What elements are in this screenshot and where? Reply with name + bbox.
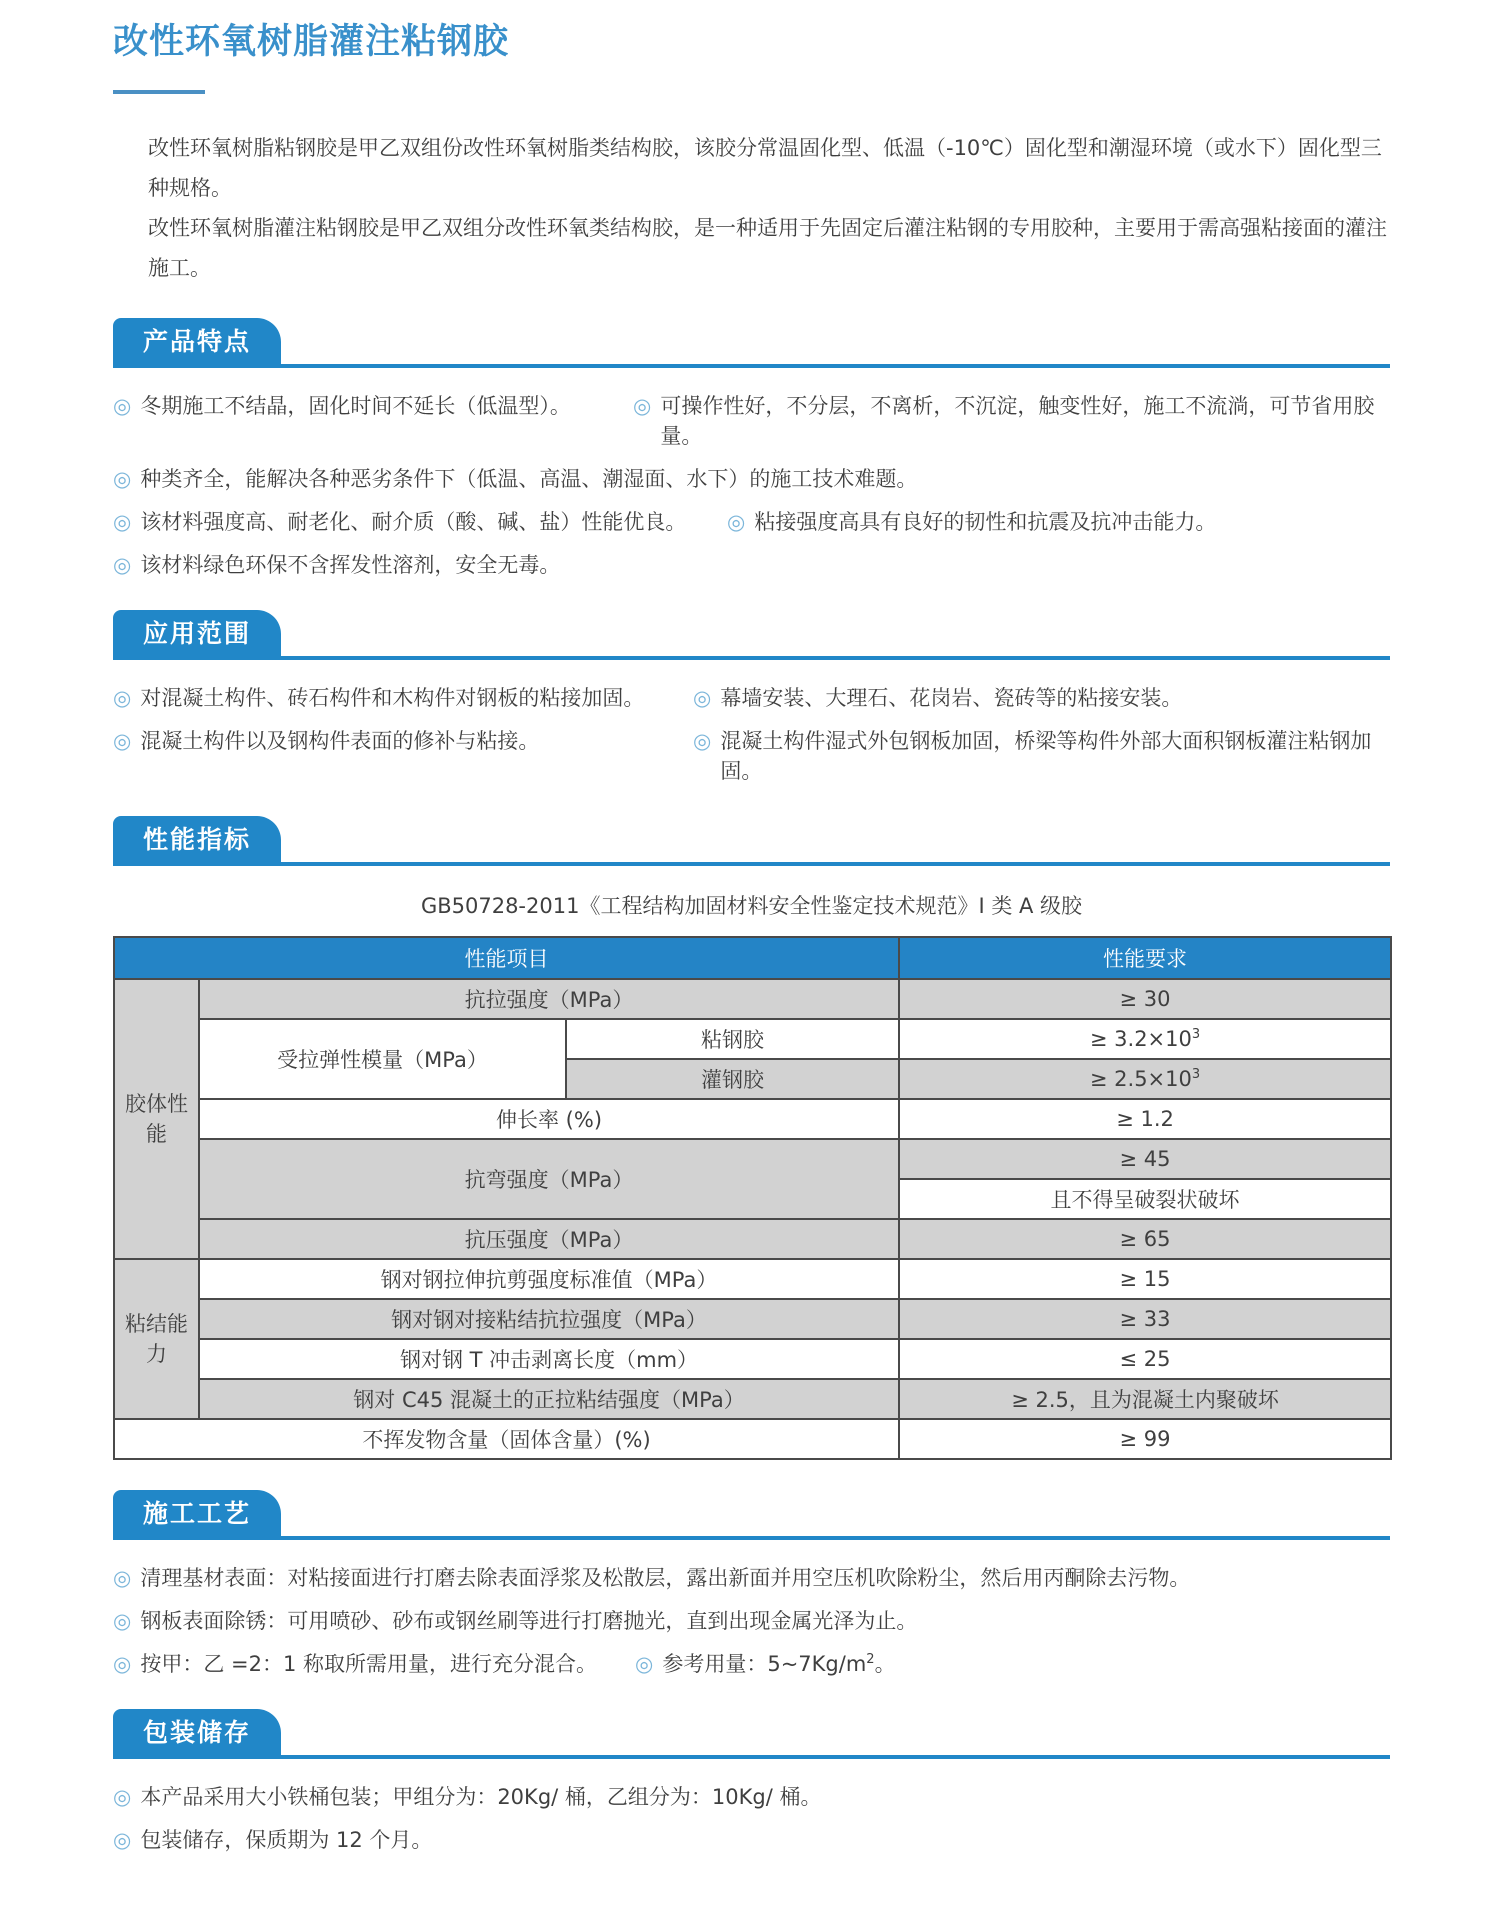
features-list [113,368,1390,580]
table-row [114,1019,1391,1059]
performance-table [113,936,1392,1460]
requirement-cell: ≥ 1.2 [899,1099,1391,1139]
packaging-list [113,1759,1390,1855]
requirement-cell: ≥ 2.5，且为混凝土内聚破坏 [899,1379,1391,1419]
double-circle-bullet-icon: ◎ [113,729,132,753]
column-header-requirement: 性能要求 [899,937,1391,979]
table-row [114,1419,1391,1459]
requirement-cell: ≥ $2.5\times 10^3$ [899,1059,1391,1099]
property-cell: 钢对钢 T 冲击剥离长度（mm） [199,1339,899,1379]
table-row [114,1379,1391,1419]
double-circle-bullet-icon: ◎ [113,1609,132,1633]
property-cell: 受拉弹性模量（MPa） [199,1019,566,1099]
requirement-cell: ≥ 33 [899,1299,1391,1339]
table-row [114,1339,1391,1379]
list-item [113,1606,1390,1636]
property-cell: 抗拉强度（MPa） [199,979,899,1019]
section-header [113,318,1390,364]
list-item [113,464,1390,494]
section-packaging [113,1709,1390,1855]
title-underline [113,90,205,94]
list-item [113,1649,1390,1679]
section-tab-performance: 性能指标 [113,816,281,862]
section-tab-applications: 应用范围 [113,610,281,656]
double-circle-bullet-icon: ◎ [113,510,132,534]
construction-text: 参考用量：$5\sim 7Kg/m^2$。 [662,1652,896,1676]
requirement-cell: ≥ 99 [899,1419,1391,1459]
double-circle-bullet-icon: ◎ [113,1566,132,1590]
feature-text: 冬期施工不结晶，固化时间不延长（低温型）。 [140,394,571,418]
table-row [114,1299,1391,1339]
double-circle-bullet-icon: ◎ [113,553,132,577]
double-circle-bullet-icon: ◎ [113,394,132,418]
list-item [113,1563,1390,1593]
section-header [113,1709,1390,1755]
double-circle-bullet-icon: ◎ [113,467,132,491]
feature-text: 该材料绿色环保不含挥发性溶剂，安全无毒。 [140,553,561,577]
row-group-label: 粘结能力 [114,1259,199,1419]
section-features [113,318,1390,580]
applications-list [113,660,1390,786]
construction-text: 清理基材表面：对粘接面进行打磨去除表面浮浆及松散层，露出新面并用空压机吹除粉尘，然后用丙酮除去污物。 [140,1566,1191,1590]
property-subcell: 粘钢胶 [566,1019,899,1059]
section-header [113,816,1390,862]
property-cell: 抗压强度（MPa） [199,1219,899,1259]
requirement-cell: ≥ 45 [899,1139,1391,1179]
row-group-label: 胶体性能 [114,979,199,1259]
packaging-text: 包装储存，保质期为 12 个月。 [140,1828,433,1852]
requirement-cell: ≥ 30 [899,979,1391,1019]
application-text: 混凝土构件以及钢构件表面的修补与粘接。 [140,729,540,753]
application-text: 幕墙安装、大理石、花岗岩、瓷砖等的粘接安装。 [720,686,1183,710]
requirement-cell: ≤ 25 [899,1339,1391,1379]
table-row [114,979,1391,1019]
requirement-cell: 且不得呈破裂状破坏 [899,1179,1391,1219]
intro-paragraphs [113,128,1390,288]
section-tab-features: 产品特点 [113,318,281,364]
section-performance [113,816,1390,1460]
property-cell: 伸长率 (%) [199,1099,899,1139]
page-title: 改性环氧树脂灌注粘钢胶 [113,22,510,62]
list-item [113,550,1390,580]
performance-table-caption: GB50728-2011《工程结构加固材料安全性鉴定技术规范》I 类 A 级胶 [420,894,1083,918]
section-header [113,610,1390,656]
list-item [113,391,1390,451]
table-row [114,1099,1391,1139]
double-circle-bullet-icon: ◎ [635,1652,654,1676]
property-cell: 不挥发物含量（固体含量）(%) [114,1419,899,1459]
feature-text: 可操作性好，不分层，不离析，不沉淀，触变性好，施工不流淌，可节省用胶量。 [660,394,1375,448]
property-cell: 钢对 C45 混凝土的正拉粘结强度（MPa） [199,1379,899,1419]
double-circle-bullet-icon: ◎ [727,510,746,534]
construction-text: 按甲：乙 =2：1 称取所需用量，进行充分混合。 [140,1652,597,1676]
requirement-cell: ≥ $3.2\times 10^3$ [899,1019,1391,1059]
feature-text: 种类齐全，能解决各种恶劣条件下（低温、高温、潮湿面、水下）的施工技术难题。 [140,467,918,491]
property-cell: 钢对钢拉伸抗剪强度标准值（MPa） [199,1259,899,1299]
list-item [113,1782,1390,1812]
double-circle-bullet-icon: ◎ [693,686,712,710]
double-circle-bullet-icon: ◎ [113,1785,132,1809]
property-cell: 抗弯强度（MPa） [199,1139,899,1219]
section-construction [113,1490,1390,1679]
list-item [113,726,1390,786]
requirement-cell: ≥ 15 [899,1259,1391,1299]
double-circle-bullet-icon: ◎ [113,686,132,710]
double-circle-bullet-icon: ◎ [633,394,652,418]
table-row [114,1259,1391,1299]
packaging-text: 本产品采用大小铁桶包装；甲组分为：20Kg/ 桶，乙组分为：10Kg/ 桶。 [140,1785,822,1809]
intro-line: 改性环氧树脂灌注粘钢胶是甲乙双组分改性环氧类结构胶，是一种适用于先固定后灌注粘钢的专用胶种，主要用于需高强粘接面的灌注施工。 [148,216,1387,280]
double-circle-bullet-icon: ◎ [693,729,712,753]
property-subcell: 灌钢胶 [566,1059,899,1099]
requirement-cell: ≥ 65 [899,1219,1391,1259]
table-row [114,1219,1391,1259]
list-item [113,1825,1390,1855]
application-text: 混凝土构件湿式外包钢板加固，桥梁等构件外部大面积钢板灌注粘钢加固。 [720,729,1372,783]
section-tab-construction: 施工工艺 [113,1490,281,1536]
property-cell: 钢对钢对接粘结抗拉强度（MPa） [199,1299,899,1339]
section-header [113,1490,1390,1536]
intro-line: 改性环氧树脂粘钢胶是甲乙双组份改性环氧树脂类结构胶，该胶分常温固化型、低温（-10℃）固化型和潮湿环境（或水下）固化型三种规格。 [148,136,1382,200]
construction-list [113,1540,1390,1679]
construction-text: 钢板表面除锈：可用喷砂、砂布或钢丝刷等进行打磨抛光，直到出现金属光泽为止。 [140,1609,918,1633]
double-circle-bullet-icon: ◎ [113,1652,132,1676]
section-rule [113,862,1390,866]
section-tab-packaging: 包装储存 [113,1709,281,1755]
feature-text: 粘接强度高具有良好的韧性和抗震及抗冲击能力。 [754,510,1217,534]
double-circle-bullet-icon: ◎ [113,1828,132,1852]
feature-text: 该材料强度高、耐老化、耐介质（酸、碱、盐）性能优良。 [140,510,687,534]
application-text: 对混凝土构件、砖石构件和木构件对钢板的粘接加固。 [140,686,645,710]
table-header-row [114,937,1391,979]
column-header-property: 性能项目 [114,937,899,979]
list-item [113,507,1390,537]
section-applications [113,610,1390,786]
list-item [113,683,1390,713]
table-row [114,1139,1391,1179]
